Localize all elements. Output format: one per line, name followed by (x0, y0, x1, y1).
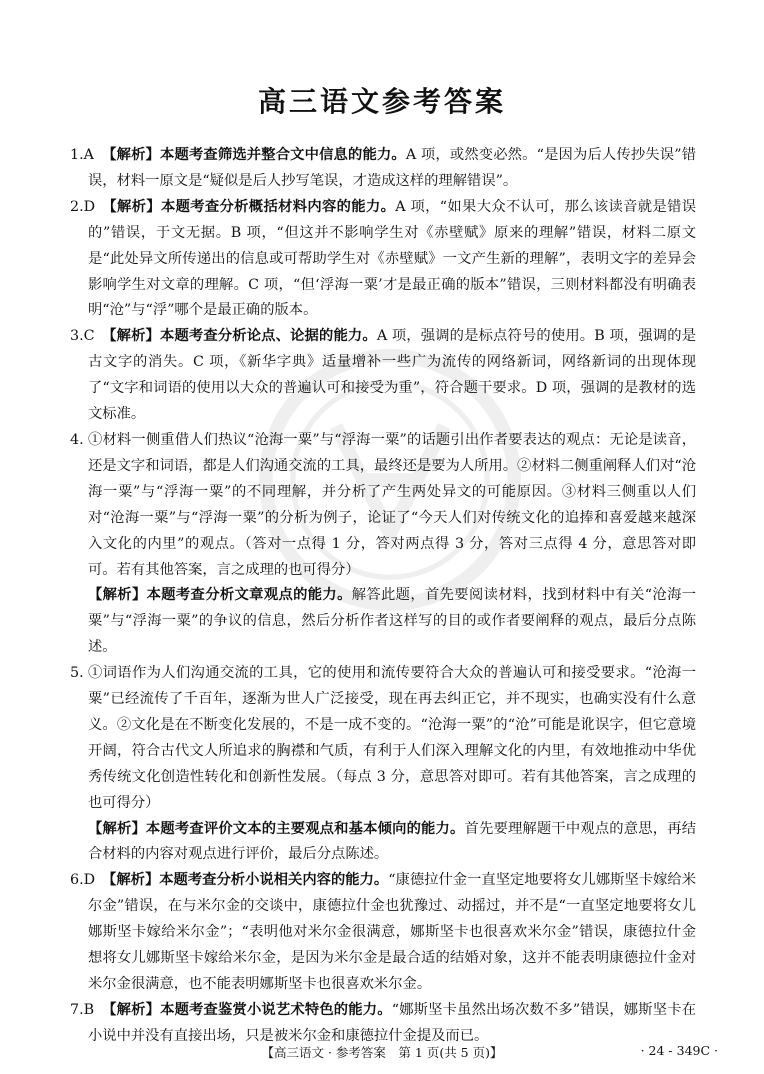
answer-item-6 (72, 868, 696, 998)
question-number: 6.D (70, 872, 96, 889)
answer-item-7 (72, 998, 696, 1050)
footer-code: · 24 - 349C · (640, 1043, 718, 1058)
analysis-body: A 项，或然变必然。“是因为后人传抄失误”错误，材料一原文是“疑似是后人抄写笔误，才造成这样的理解错误”。 (88, 147, 697, 189)
analysis-tag: 【解析】 (88, 587, 147, 604)
analysis-focus: 本题考查分析文章观点的能力。 (146, 587, 352, 604)
analysis-body: 解答此题，首先要阅读材料，找到材料中有关“沧海一粟”与“浮海一粟”的争议的信息，然后分析作者这样写的目的或作者要阐释的观点，最后分点陈述。 (88, 587, 697, 656)
analysis-block-5 (72, 817, 696, 869)
analysis-focus: 本题考查筛选并整合文中信息的能力。 (160, 147, 406, 163)
question-number: 5. (70, 665, 84, 682)
analysis-tag: 【解析】 (102, 147, 161, 163)
analysis-body: “娜斯坚卡虽然出场次数不多”错误，娜斯坚卡在小说中并没有直接出场，只是被米尔金和康德拉什金提及而已。 (88, 1001, 697, 1044)
analysis-focus: 本题考查分析概括材料内容的能力。 (160, 198, 396, 215)
answer-item-4 (72, 428, 696, 583)
question-number: 7.B (70, 1001, 95, 1018)
analysis-focus: 本题考查分析论点、论据的能力。 (159, 328, 377, 345)
analysis-body: A 项，强调的是标点符号的使用。B 项，强调的是古文字的消失。C 项，《新华字典》适量增补一些广为流传的网络新词，网络新词的出现体现了“文字和词语的使用以大众的普遍认可和接受为重”，符合题干要求。D 项，强调的是教材的选文标准。 (88, 328, 697, 423)
analysis-focus: 本题考查评价文本的主要观点和基本倾向的能力。 (145, 820, 465, 837)
page-title: 高三语文参考答案 (257, 85, 506, 118)
analysis-body: 首先要理解题干中观点的意思，再结合材料的内容对观点进行评价，最后分点陈述。 (88, 820, 697, 863)
answer-text: ①材料一侧重借人们热议“沧海一粟”与“浮海一粟”的话题引出作者要表达的观点：无论是读音，还是文字和词语，都是人们沟通交流的工具，最终还是要为人所用。②材料二侧重阐释人们对“沧海一粟”与“浮海一粟”的不同理解，并分析了产生两处异文的可能原因。③材料三侧重以人们对“沧海一粟”与“浮海一粟”的分析为例子，论证了“今天人们对传统文化的追捧和喜爱越来越深入文化的内里”的观点。（答对一点得 1 分，答对两点得 3 分，答对三点得 4 分，意思答对即可。若有其他答案，言之成理的也可得分） (88, 431, 696, 578)
analysis-focus: 本题考查鉴赏小说艺术特色的能力。 (160, 1001, 392, 1018)
question-number: 3.C (70, 328, 95, 345)
analysis-tag: 【解析】 (102, 1001, 161, 1018)
analysis-tag: 【解析】 (102, 328, 160, 345)
answer-list (72, 143, 696, 1050)
answer-text: ①词语作为人们沟通交流的工具，它的使用和流传要符合大众的普遍认可和接受要求。“沧海一粟”已经流传了千百年，逐渐为世人广泛接受，现在再去纠正它，并不现实，也确实没有什么意义。②文化是在不断变化发展的，不是一成不变的。“沧海一粟”的“沧”可能是讹误字，但它意境开阔，符合古代文人所追求的胸襟和气质，有利于人们深入理解文化的内里，有效地推动中华优秀传统文化创造性转化和创新性发展。（每点 3 分，意思答对即可。若有其他答案，言之成理的也可得分） (88, 665, 696, 811)
page-footer (0, 1043, 764, 1063)
answer-item-3 (72, 324, 696, 428)
analysis-body: “康德拉什金一直坚定地要将女儿娜斯坚卡嫁给米尔金”错误，在与米尔金的交谈中，康德拉什金也犹豫过、动摇过，并不是“一直坚定地要将女儿娜斯坚卡嫁给米尔金”；“表明他对米尔金很满意，娜斯坚卡也很喜欢米尔金”错误，康德拉什金想将女儿娜斯坚卡嫁给米尔金，是因为米尔金是最合适的结婚对象，这并不能表明康德拉什金对米尔金很满意，也不能表明娜斯坚卡也很喜欢米尔金。 (88, 872, 697, 992)
answer-item-2 (72, 195, 696, 325)
answer-item-1 (72, 143, 696, 195)
analysis-block-4 (72, 583, 696, 661)
analysis-tag: 【解析】 (88, 820, 146, 837)
answer-item-5 (72, 661, 696, 816)
footer-page-info: 【高三语文 · 参考答案 第 1 页(共 5 页)】 (261, 1045, 503, 1060)
question-number: 1.A (70, 147, 94, 163)
analysis-focus: 本题考查分析小说相关内容的能力。 (159, 872, 389, 889)
analysis-body: A 项，“如果大众不认可，那么该读音就是错误的”错误，于文无据。B 项，“但这并不影响学生对《赤壁赋》原来的理解”错误，材料二原文是“此处异文所传递出的信息或可帮助学生对《赤壁赋》一文产生新的理解”，表明文字的差异会影响学生对文章的理解。C 项，“但‘浮海一粟’才是最正确的版本”错误，三则材料都没有明确表明“沧”与“浮”哪个是最正确的版本。 (88, 198, 697, 319)
question-number: 2.D (70, 198, 96, 215)
analysis-tag: 【解析】 (102, 872, 160, 889)
analysis-tag: 【解析】 (102, 198, 161, 215)
question-number: 4. (70, 431, 84, 448)
